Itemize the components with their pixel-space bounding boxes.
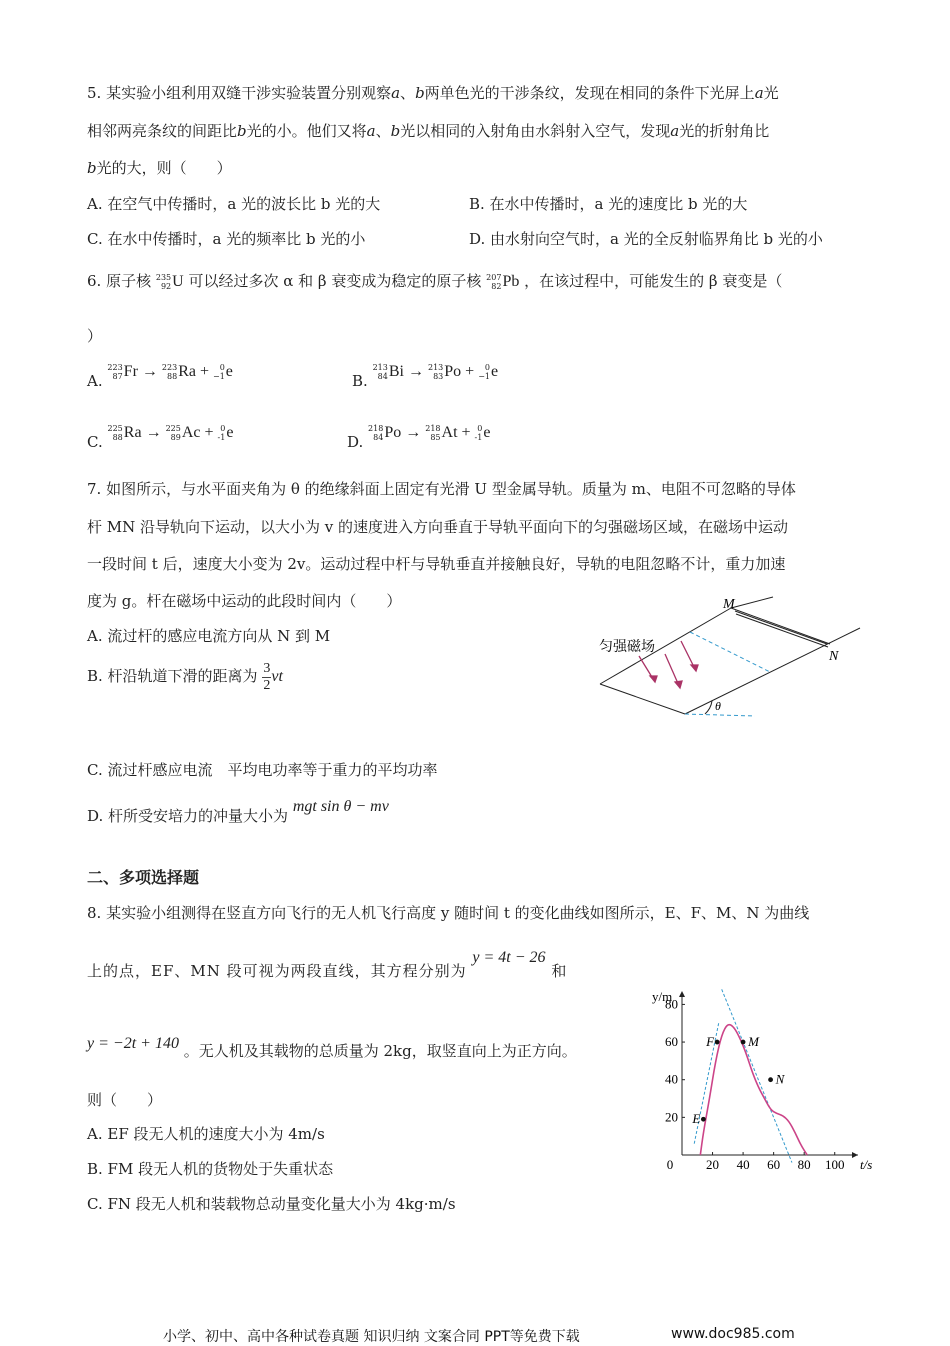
- x-axis-label: t/s: [860, 1157, 873, 1172]
- q5-line-1: 5. 某实验小组利用双缝干涉实验装置分别观察a、b两单色光的干涉条纹，发现在相同的条件下光屏上a光: [87, 84, 779, 102]
- inclined-rails-figure: [595, 596, 870, 726]
- field-label: 匀强磁场: [599, 640, 655, 655]
- q6-close-paren: ）: [87, 327, 103, 345]
- label-n: N: [829, 649, 839, 664]
- y-tick-label: 40: [665, 1071, 678, 1087]
- q5-line-3: b光的大，则（ ）: [87, 159, 232, 177]
- q5-option-b: B. 在水中传播时，a 光的速度比 b 光的大: [469, 195, 748, 213]
- q8-line-2: 上的点，EF、MN 段可视为两段直线，其方程分别为 y = 4t − 26 和: [87, 949, 568, 980]
- label-theta: θ: [715, 699, 721, 713]
- point-m: [741, 1040, 746, 1045]
- point-n: [768, 1077, 773, 1082]
- q6-option-b: B. 213 84 Bi → 213 83 Po + 0 −1 e: [352, 363, 499, 390]
- q8-option-b: B. FM 段无人机的货物处于失重状态: [87, 1160, 334, 1178]
- q7-line-1: 7. 如图所示，与水平面夹角为 θ 的绝缘斜面上固定有光滑 U 型金属导轨。质量为 m、电阻不可忽略的导体: [87, 480, 796, 498]
- q7-line-3: 一段时间 t 后，速度大小变为 2v。运动过程中杆与导轨垂直并接触良好，导轨的电阻忽略不计，重力加速: [87, 555, 786, 573]
- q5-option-c: C. 在水中传播时，a 光的频率比 b 光的小: [87, 230, 366, 248]
- q6-option-a: A. 223 87 Fr → 223 88 Ra + 0 −1 e: [87, 363, 233, 390]
- q7-line-2: 杆 MN 沿导轨向下运动，以大小为 v 的速度进入方向垂直于导轨平面向下的匀强磁场区域，在磁场中运动: [87, 518, 789, 536]
- x-tick-label: 100: [824, 1157, 845, 1172]
- x-tick-label: 60: [767, 1157, 781, 1172]
- q7-option-b: B. 杆沿轨道下滑的距离为 $\frac{3}{2}$ vt: [87, 660, 283, 693]
- y-tick-label: 60: [665, 1034, 678, 1050]
- x-tick-label: 20: [706, 1157, 720, 1172]
- y-tick-label: 80: [665, 996, 678, 1012]
- footer-url: www.doc985.com: [671, 1326, 795, 1342]
- nuclide-u235: 235 92 U: [155, 273, 184, 291]
- y-axis-arrow: [679, 991, 685, 997]
- q5-line-2: 相邻两亮条纹的间距比b光的小。他们又将a、b光以相同的入射角由水斜射入空气，发现a光的折射角比: [87, 122, 770, 140]
- point-label-n: N: [775, 1071, 785, 1087]
- point-label-e: E: [692, 1111, 701, 1127]
- label-m: M: [723, 597, 735, 612]
- q6-option-c: C. 225 88 Ra → 225 89 Ac + 0 -1 e: [87, 424, 234, 451]
- q6-option-d: D. 218 84 Po → 218 85 At + 0 -1 e: [347, 424, 491, 451]
- footer-text: 小学、初中、高中各种试卷真题 知识归纳 文案合同 PPT等免费下载: [163, 1329, 580, 1345]
- point-label-m: M: [748, 1034, 759, 1050]
- q5-option-d: D. 由水射向空气时，a 光的全反射临界角比 b 光的小: [469, 230, 823, 248]
- q7-option-c: C. 流过杆感应电流 平均电功率等于重力的平均功率: [87, 761, 438, 779]
- y-axis-label: y/m: [652, 989, 673, 1004]
- q7-line-4: 度为 g。杆在磁场中运动的此段时间内（ ）: [87, 592, 402, 610]
- q8-line-4: 则（ ）: [87, 1091, 163, 1109]
- point-f: [715, 1040, 720, 1045]
- x-tick-label: 80: [797, 1157, 811, 1172]
- point-e: [701, 1117, 706, 1122]
- height-time-chart: [650, 985, 873, 1175]
- point-label-f: F: [706, 1034, 715, 1050]
- x-tick-label: 0: [666, 1157, 674, 1172]
- q8-option-c: C. FN 段无人机和装载物总动量变化量大小为 4kg·m/s: [87, 1195, 456, 1213]
- section-heading-multiple-choice: 二、多项选择题: [87, 868, 200, 887]
- nuclide-pb207: 207 82 Pb: [486, 273, 520, 291]
- q7-option-a: A. 流过杆的感应电流方向从 N 到 M: [87, 627, 331, 645]
- q6-stem: 6. 原子核 235 92 U 可以经过多次 α 和 β 衰变成为稳定的原子核 207 82 Pb ，在该过程中，可能发生的 β 衰变是（: [87, 272, 783, 291]
- x-axis-arrow: [852, 1152, 858, 1158]
- fraction-3-over-2: $\frac{3}{2}$: [263, 660, 271, 693]
- q8-option-a: A. EF 段无人机的速度大小为 4m/s: [87, 1125, 325, 1143]
- q8-line-3: y = −2t + 140 。无人机及其载物的总质量为 2kg，取竖直向上为正方向。: [87, 1035, 577, 1060]
- q8-line-1: 8. 某实验小组测得在竖直方向飞行的无人机飞行高度 y 随时间 t 的变化曲线如图所示，E、F、M、N 为曲线: [87, 904, 810, 922]
- q5-option-a: A. 在空气中传播时，a 光的波长比 b 光的大: [87, 195, 381, 213]
- q7-option-d: D. 杆所受安培力的冲量大小为 mgt sin θ − mv: [87, 798, 389, 825]
- y-tick-label: 20: [665, 1109, 678, 1125]
- x-tick-label: 40: [736, 1157, 750, 1172]
